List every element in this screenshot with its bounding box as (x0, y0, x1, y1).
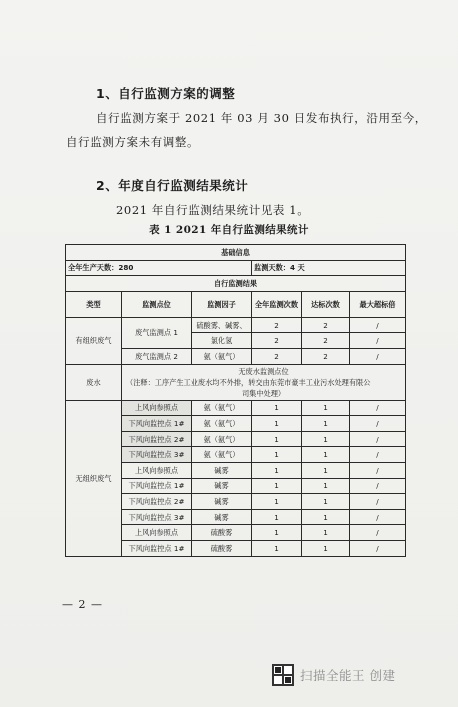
table-cell: 上风向参照点 (122, 462, 192, 478)
table-cell: 下风向监控点 2# (122, 431, 192, 447)
table-cell: 下风向监控点 1# (122, 478, 192, 494)
table-cell: 1 (302, 478, 350, 494)
table-cell: / (350, 525, 406, 541)
table-cell: 氨（氨气） (192, 400, 252, 416)
table-cell: 1 (302, 540, 350, 556)
table-cell: / (350, 400, 406, 416)
table-cell: 1 (252, 540, 302, 556)
type-organized: 有组织废气 (66, 317, 122, 364)
table-cell: 1 (252, 400, 302, 416)
table-cell: 碱雾 (192, 494, 252, 510)
table-cell: 2 (302, 348, 350, 364)
table-cell: 1 (302, 416, 350, 432)
col-header-factor: 监测因子 (192, 291, 252, 317)
col-header-count: 全年监测次数 (252, 291, 302, 317)
table-cell: 碱雾 (192, 509, 252, 525)
table-cell: 1 (302, 525, 350, 541)
section1-line2: 自行监测方案未有调整。 (66, 135, 200, 149)
table-cell: 下风向监控点 1# (122, 540, 192, 556)
production-days: 全年生产天数：280 (66, 260, 252, 276)
table-cell: 碱雾 (192, 478, 252, 494)
page-number: — 2 — (62, 598, 103, 611)
section2-intro: 2021 年自行监测结果统计见表 1。 (116, 203, 310, 217)
table-cell: 硫酸雾 (192, 540, 252, 556)
table-cell: 2 (302, 317, 350, 333)
table-cell: 1 (252, 447, 302, 463)
table-cell: 1 (302, 431, 350, 447)
table-cell: 废气监测点 2 (122, 348, 192, 364)
table-cell: 1 (252, 494, 302, 510)
monitoring-results-table (65, 244, 406, 557)
table-cell: / (350, 447, 406, 463)
table-cell: 1 (302, 462, 350, 478)
table-cell: 下风向监控点 2# (122, 494, 192, 510)
table-cell: 下风向监控点 3# (122, 447, 192, 463)
table-cell: 1 (252, 462, 302, 478)
col-header-pass: 达标次数 (302, 291, 350, 317)
table-cell: 1 (252, 509, 302, 525)
table-cell: 1 (302, 400, 350, 416)
table-cell: / (350, 317, 406, 333)
wastewater-note-line1: 无废水监测点位 (238, 366, 289, 376)
table-cell: 硫酸雾 (192, 525, 252, 541)
table-cell: 1 (252, 525, 302, 541)
section2-heading: 2、年度自行监测结果统计 (96, 178, 249, 193)
table-cell: 2 (252, 333, 302, 349)
table-cell: / (350, 540, 406, 556)
table-cell: / (350, 431, 406, 447)
table-cell: / (350, 462, 406, 478)
table-cell: 上风向参照点 (122, 400, 192, 416)
table-cell: / (350, 333, 406, 349)
type-wastewater: 废水 (66, 364, 122, 400)
section1-heading: 1、自行监测方案的调整 (96, 86, 236, 101)
monitoring-days: 监测天数：4 天 (252, 260, 406, 276)
table-cell: 1 (252, 478, 302, 494)
table-cell: 氨（氨气） (192, 416, 252, 432)
table-cell: / (350, 509, 406, 525)
type-unorganized: 无组织废气 (66, 400, 122, 556)
table-cell: / (350, 494, 406, 510)
table-cell: / (350, 478, 406, 494)
table-cell: 氯化氢 (192, 333, 252, 349)
table-cell: 1 (302, 447, 350, 463)
table-cell: 2 (252, 317, 302, 333)
wastewater-note (122, 364, 406, 400)
table-cell: 碱雾 (192, 462, 252, 478)
table-cell: 下风向监控点 3# (122, 509, 192, 525)
scanner-watermark: 扫描全能王 创建 (300, 668, 396, 683)
table-cell: 氨（氨气） (192, 348, 252, 364)
results-header: 自行监测结果 (66, 276, 406, 292)
table-cell: 2 (302, 333, 350, 349)
table-cell: 1 (252, 431, 302, 447)
col-header-type: 类型 (66, 291, 122, 317)
table-cell: / (350, 416, 406, 432)
wastewater-note-line2: （注释：工序产生工业废水均不外排，转交由东莞市豪丰工业污水处理有限公 (126, 377, 371, 387)
table-cell: 1 (252, 416, 302, 432)
wastewater-note-line3: 司集中处理） (241, 388, 286, 398)
qr-code-icon (272, 664, 294, 686)
table-cell: 下风向监控点 1# (122, 416, 192, 432)
basic-info-header: 基础信息 (66, 245, 406, 261)
col-header-point: 监测点位 (122, 291, 192, 317)
table-cell: 1 (302, 509, 350, 525)
table-cell: 氨（氨气） (192, 447, 252, 463)
table-cell: 2 (252, 348, 302, 364)
table-cell: 废气监测点 1 (122, 317, 192, 348)
table-cell: / (350, 348, 406, 364)
table-caption: 表 1 2021 年自行监测结果统计 (149, 224, 309, 236)
section1-line1: 自行监测方案于 2021 年 03 月 30 日发布执行，沿用至今， (96, 111, 427, 125)
table-cell: 1 (302, 494, 350, 510)
col-header-max: 最大超标倍 (350, 291, 406, 317)
table-cell: 硫酸雾、碱雾、 (192, 317, 252, 333)
table-cell: 氨（氨气） (192, 431, 252, 447)
table-cell: 上风向参照点 (122, 525, 192, 541)
